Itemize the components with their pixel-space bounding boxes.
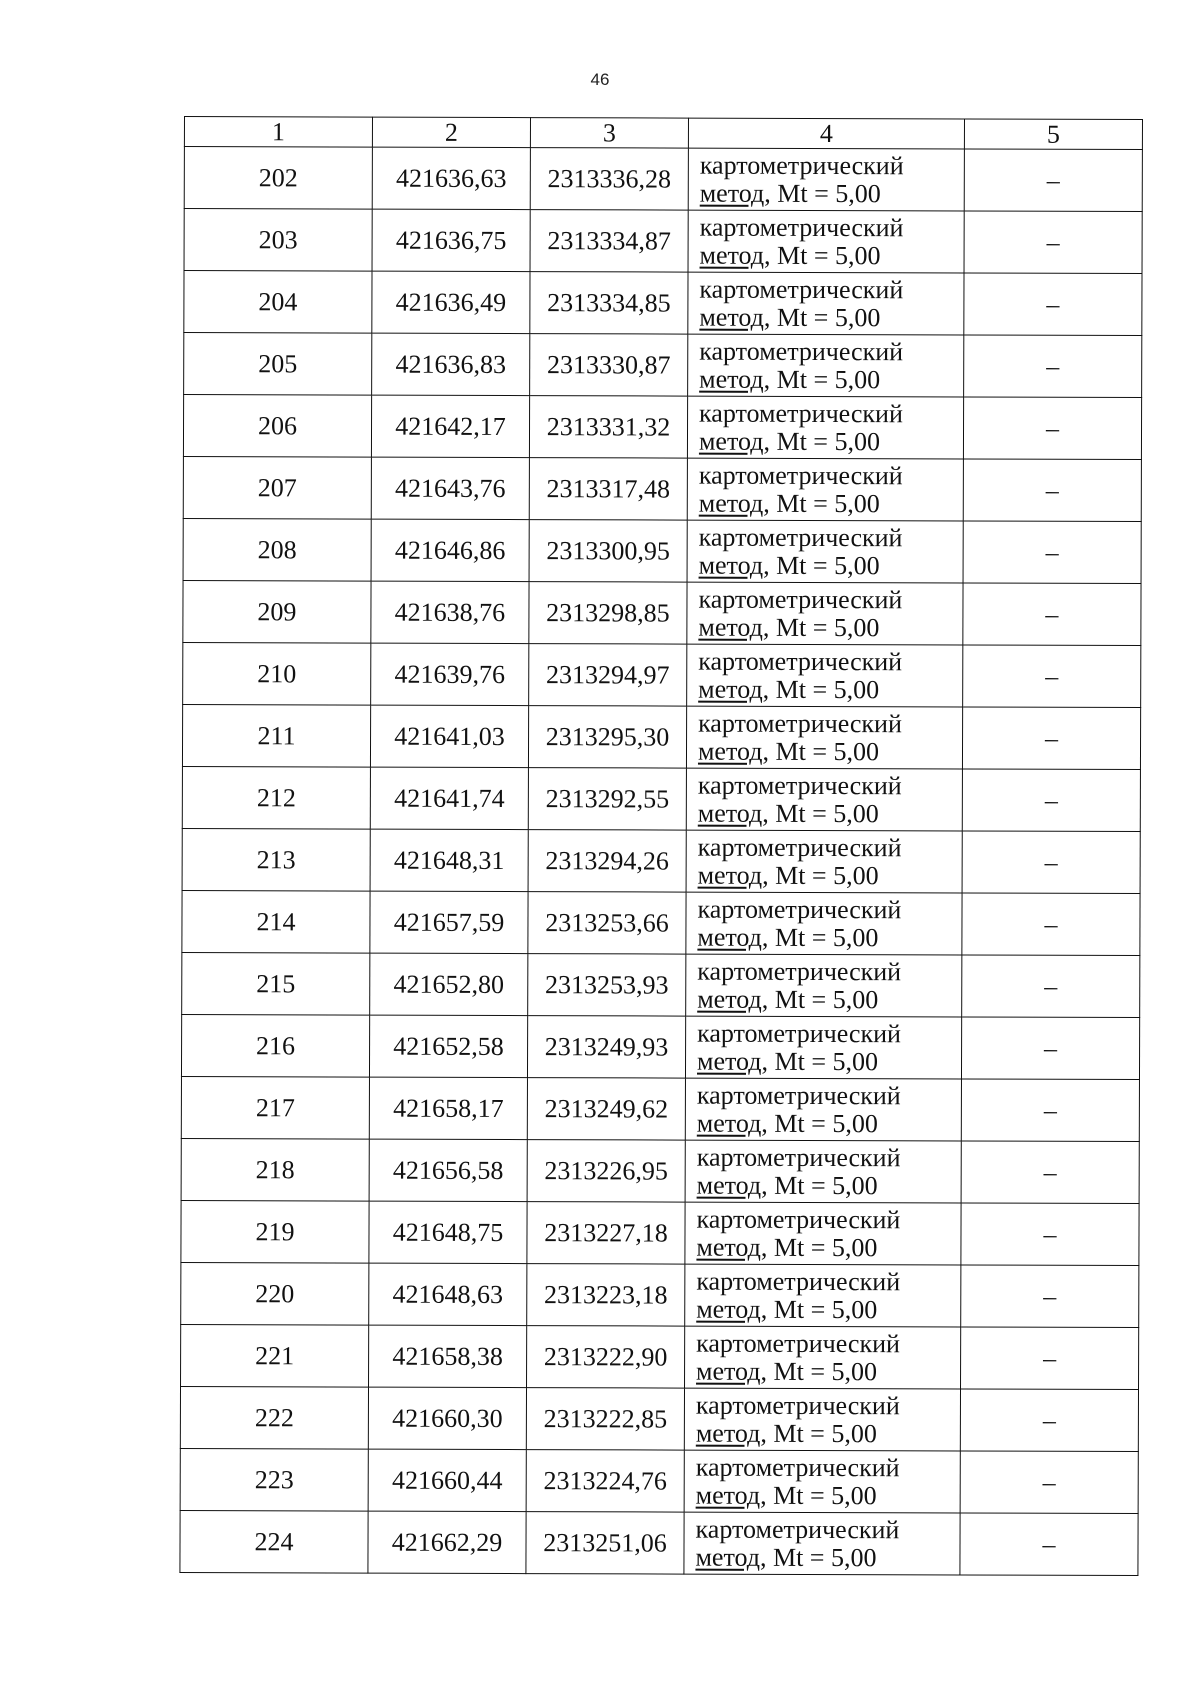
method-accuracy: , Mt = 5,00 [760, 1418, 877, 1448]
x-coordinate-cell: 421646,86 [371, 519, 529, 581]
table-row [184, 147, 1142, 212]
point-number-cell: 209 [183, 580, 371, 643]
method-word: метод [696, 1046, 762, 1076]
column-header-4: 4 [688, 118, 964, 149]
method-cell [686, 892, 962, 955]
table-row [182, 704, 1140, 769]
method-accuracy: , Mt = 5,00 [763, 488, 880, 518]
table-row [184, 271, 1142, 336]
y-coordinate-cell: 2313249,93 [527, 1016, 685, 1078]
point-number-cell: 202 [184, 147, 372, 210]
method-accuracy: , Mt = 5,00 [764, 240, 881, 270]
x-coordinate-cell: 421643,76 [371, 457, 529, 519]
method-detail [699, 551, 963, 580]
remark-cell: – [962, 769, 1140, 832]
table-row [180, 1386, 1138, 1451]
table-row [183, 456, 1141, 521]
x-coordinate-cell: 421660,30 [368, 1387, 526, 1449]
table-row [184, 333, 1142, 398]
x-coordinate-cell: 421657,59 [370, 891, 528, 953]
method-word: метод [695, 1480, 761, 1510]
method-cell [688, 272, 964, 335]
method-word: метод [698, 674, 763, 704]
point-number-cell: 215 [182, 952, 370, 1015]
coordinates-table [179, 116, 1143, 1576]
method-accuracy: , Mt = 5,00 [761, 1170, 878, 1200]
method-accuracy: , Mt = 5,00 [760, 1356, 878, 1386]
table-row [180, 1448, 1138, 1513]
table-row [183, 580, 1141, 645]
table-row [183, 518, 1141, 583]
method-cell [684, 1512, 960, 1575]
x-coordinate-cell: 421658,17 [369, 1077, 527, 1139]
remark-cell: – [963, 459, 1141, 522]
remark-cell: – [964, 149, 1142, 212]
method-word: метод [699, 364, 764, 394]
method-detail [696, 1481, 960, 1510]
method-word: метод [698, 426, 764, 456]
method-word: метод [696, 1294, 761, 1324]
remark-cell: – [961, 1327, 1139, 1390]
point-number-cell: 208 [183, 518, 371, 581]
method-detail [699, 427, 963, 456]
method-word: метод [695, 1418, 761, 1448]
method-accuracy: , Mt = 5,00 [761, 984, 879, 1014]
method-accuracy: , Mt = 5,00 [762, 860, 879, 890]
y-coordinate-cell: 2313294,97 [529, 644, 687, 706]
method-cell [685, 1078, 961, 1141]
point-number-cell: 216 [181, 1014, 369, 1077]
point-number-cell: 222 [180, 1386, 368, 1449]
method-detail [696, 1233, 960, 1262]
method-cell [687, 520, 963, 583]
method-name: картометрический [697, 770, 902, 800]
remark-cell: – [962, 707, 1140, 770]
x-coordinate-cell: 421636,83 [372, 333, 530, 395]
method-cell [686, 706, 962, 769]
x-coordinate-cell: 421639,76 [371, 643, 529, 705]
table-row [182, 890, 1140, 955]
x-coordinate-cell: 421641,03 [370, 705, 528, 767]
x-coordinate-cell: 421658,38 [369, 1325, 527, 1387]
remark-cell: – [964, 335, 1142, 398]
remark-cell: – [963, 397, 1141, 460]
table-row [181, 1200, 1139, 1265]
method-cell [687, 644, 963, 707]
method-name: картометрический [699, 212, 904, 242]
method-detail [699, 489, 963, 518]
method-name: картометрический [696, 1080, 901, 1110]
remark-cell: – [960, 1513, 1138, 1576]
remark-cell: – [963, 521, 1141, 584]
method-word: метод [697, 984, 762, 1014]
method-name: картометрический [697, 956, 902, 986]
method-cell [688, 148, 964, 211]
table-row [184, 209, 1142, 274]
remark-cell: – [960, 1389, 1138, 1452]
method-detail [698, 613, 962, 642]
point-number-cell: 219 [181, 1200, 369, 1263]
point-number-cell: 221 [181, 1324, 369, 1387]
method-detail [700, 241, 964, 270]
y-coordinate-cell: 2313292,55 [528, 768, 686, 830]
y-coordinate-cell: 2313226,95 [527, 1140, 685, 1202]
x-coordinate-cell: 421652,80 [370, 953, 528, 1015]
table-row [181, 1262, 1139, 1327]
remark-cell: – [960, 1451, 1138, 1514]
method-word: метод [696, 1108, 762, 1138]
remark-cell: – [961, 1017, 1139, 1080]
point-number-cell: 220 [181, 1262, 369, 1325]
method-word: метод [699, 240, 765, 270]
method-name: картометрический [696, 1142, 901, 1172]
method-detail [696, 1295, 960, 1324]
y-coordinate-cell: 2313317,48 [529, 458, 687, 520]
x-coordinate-cell: 421660,44 [368, 1449, 526, 1511]
point-number-cell: 204 [184, 271, 372, 334]
method-accuracy: , Mt = 5,00 [763, 364, 881, 394]
method-cell [688, 334, 964, 397]
remark-cell: – [962, 893, 1140, 956]
method-name: картометрический [699, 398, 903, 428]
remark-cell: – [961, 1141, 1139, 1204]
method-cell [685, 1326, 961, 1389]
method-name: картометрический [699, 336, 904, 366]
method-cell [684, 1388, 960, 1451]
remark-cell: – [963, 583, 1141, 646]
method-accuracy: , Mt = 5,00 [761, 922, 879, 952]
method-accuracy: , Mt = 5,00 [762, 612, 880, 642]
page-number: 46 [590, 70, 610, 89]
column-header-1: 1 [184, 117, 372, 148]
y-coordinate-cell: 2313334,85 [530, 272, 688, 334]
method-detail [699, 303, 963, 332]
point-number-cell: 214 [182, 890, 370, 953]
method-detail [696, 1357, 960, 1386]
point-number-cell: 213 [182, 828, 370, 891]
method-name: картометрический [698, 460, 903, 490]
table-row [181, 1324, 1139, 1389]
method-cell [687, 458, 963, 521]
y-coordinate-cell: 2313295,30 [528, 706, 686, 768]
method-accuracy: , Mt = 5,00 [763, 302, 881, 332]
method-name: картометрический [695, 1452, 900, 1482]
y-coordinate-cell: 2313223,18 [527, 1264, 685, 1326]
method-cell [685, 1202, 961, 1265]
method-accuracy: , Mt = 5,00 [760, 1480, 877, 1510]
point-number-cell: 210 [183, 642, 371, 705]
x-coordinate-cell: 421648,75 [369, 1201, 527, 1263]
table-row [181, 1138, 1139, 1203]
y-coordinate-cell: 2313251,06 [526, 1512, 684, 1574]
table-row [182, 828, 1140, 893]
method-detail [698, 861, 962, 890]
x-coordinate-cell: 421636,63 [372, 147, 530, 209]
point-number-cell: 212 [182, 766, 370, 829]
method-name: картометрический [698, 584, 903, 614]
method-cell [686, 768, 962, 831]
method-word: метод [696, 1232, 761, 1262]
method-name: картометрический [698, 646, 903, 676]
method-accuracy: , Mt = 5,00 [759, 1542, 877, 1572]
method-word: метод [696, 1170, 762, 1200]
point-number-cell: 224 [180, 1510, 368, 1573]
point-number-cell: 223 [180, 1448, 368, 1511]
column-header-3: 3 [530, 118, 688, 148]
method-detail [697, 1109, 961, 1138]
method-detail [698, 799, 962, 828]
method-detail [697, 1047, 961, 1076]
point-number-cell: 211 [182, 704, 370, 767]
point-number-cell: 207 [183, 456, 371, 519]
method-name: картометрический [699, 150, 904, 180]
method-accuracy: , Mt = 5,00 [761, 1108, 878, 1138]
method-word: метод [697, 736, 763, 766]
y-coordinate-cell: 2313334,87 [530, 210, 688, 272]
method-name: картометрический [695, 1390, 900, 1420]
y-coordinate-cell: 2313336,28 [530, 148, 688, 210]
x-coordinate-cell: 421648,31 [370, 829, 528, 891]
method-accuracy: , Mt = 5,00 [762, 674, 880, 704]
column-header-5: 5 [964, 119, 1142, 150]
method-name: картометрический [699, 274, 904, 304]
remark-cell: – [964, 211, 1142, 274]
x-coordinate-cell: 421662,29 [368, 1511, 526, 1573]
method-word: метод [699, 178, 765, 208]
method-name: картометрический [696, 1204, 901, 1234]
method-cell [685, 1264, 961, 1327]
method-word: метод [697, 922, 762, 952]
y-coordinate-cell: 2313222,85 [526, 1388, 684, 1450]
method-name: картометрический [696, 1266, 901, 1296]
table-header-row [184, 117, 1142, 150]
y-coordinate-cell: 2313253,66 [528, 892, 686, 954]
method-accuracy: , Mt = 5,00 [763, 426, 881, 456]
y-coordinate-cell: 2313249,62 [527, 1078, 685, 1140]
method-accuracy: , Mt = 5,00 [764, 178, 881, 208]
method-word: метод [699, 302, 764, 332]
method-name: картометрический [695, 1514, 900, 1544]
table-row [182, 766, 1140, 831]
y-coordinate-cell: 2313294,26 [528, 830, 686, 892]
method-cell [684, 1450, 960, 1513]
method-detail [699, 365, 963, 394]
method-name: картометрический [698, 708, 902, 738]
y-coordinate-cell: 2313300,95 [529, 520, 687, 582]
column-header-2: 2 [372, 117, 530, 147]
method-name: картометрический [698, 522, 903, 552]
point-number-cell: 206 [183, 395, 371, 458]
y-coordinate-cell: 2313224,76 [526, 1450, 684, 1512]
method-cell [685, 1016, 961, 1079]
method-name: картометрический [696, 1328, 901, 1358]
x-coordinate-cell: 421641,74 [370, 767, 528, 829]
method-name: картометрический [697, 1018, 901, 1048]
method-detail [695, 1543, 959, 1572]
x-coordinate-cell: 421636,49 [372, 271, 530, 333]
method-detail [700, 179, 964, 208]
remark-cell: – [963, 645, 1141, 708]
table-row [181, 1014, 1139, 1079]
remark-cell: – [962, 831, 1140, 894]
y-coordinate-cell: 2313330,87 [530, 334, 688, 396]
method-detail [697, 1171, 961, 1200]
remark-cell: – [961, 1079, 1139, 1142]
x-coordinate-cell: 421652,58 [369, 1015, 527, 1077]
point-number-cell: 203 [184, 209, 372, 272]
table-row [183, 395, 1141, 460]
method-accuracy: , Mt = 5,00 [761, 1046, 879, 1076]
remark-cell: – [961, 1265, 1139, 1328]
table-row [180, 1510, 1138, 1575]
method-word: метод [697, 860, 763, 890]
method-word: метод [698, 488, 764, 518]
method-detail [696, 1419, 960, 1448]
method-word: метод [695, 1542, 761, 1572]
point-number-cell: 217 [181, 1076, 369, 1139]
table-row [182, 952, 1140, 1017]
method-cell [688, 210, 964, 273]
method-cell [686, 954, 962, 1017]
method-detail [698, 737, 962, 766]
method-cell [685, 1140, 961, 1203]
method-detail [697, 923, 961, 952]
method-accuracy: , Mt = 5,00 [760, 1294, 878, 1324]
method-word: метод [697, 798, 763, 828]
y-coordinate-cell: 2313331,32 [529, 396, 687, 458]
table-body [180, 147, 1142, 1576]
point-number-cell: 205 [184, 333, 372, 396]
method-cell [687, 582, 963, 645]
x-coordinate-cell: 421656,58 [369, 1139, 527, 1201]
method-name: картометрический [697, 832, 902, 862]
method-word: метод [698, 612, 763, 642]
method-cell [686, 830, 962, 893]
method-accuracy: , Mt = 5,00 [762, 736, 880, 766]
y-coordinate-cell: 2313298,85 [529, 582, 687, 644]
remark-cell: – [962, 955, 1140, 1018]
y-coordinate-cell: 2313222,90 [527, 1326, 685, 1388]
y-coordinate-cell: 2313253,93 [528, 954, 686, 1016]
table-row [181, 1076, 1139, 1141]
remark-cell: – [964, 273, 1142, 336]
method-detail [698, 675, 962, 704]
x-coordinate-cell: 421642,17 [371, 395, 529, 457]
y-coordinate-cell: 2313227,18 [527, 1202, 685, 1264]
x-coordinate-cell: 421648,63 [369, 1263, 527, 1325]
remark-cell: – [961, 1203, 1139, 1266]
method-accuracy: , Mt = 5,00 [763, 550, 880, 580]
method-word: метод [696, 1356, 761, 1386]
point-number-cell: 218 [181, 1138, 369, 1201]
x-coordinate-cell: 421638,76 [371, 581, 529, 643]
x-coordinate-cell: 421636,75 [372, 209, 530, 271]
method-accuracy: , Mt = 5,00 [760, 1232, 878, 1262]
method-name: картометрический [697, 894, 902, 924]
table-row [183, 642, 1141, 707]
method-word: метод [698, 550, 764, 580]
method-accuracy: , Mt = 5,00 [762, 798, 879, 828]
method-detail [697, 985, 961, 1014]
method-cell [687, 396, 963, 459]
